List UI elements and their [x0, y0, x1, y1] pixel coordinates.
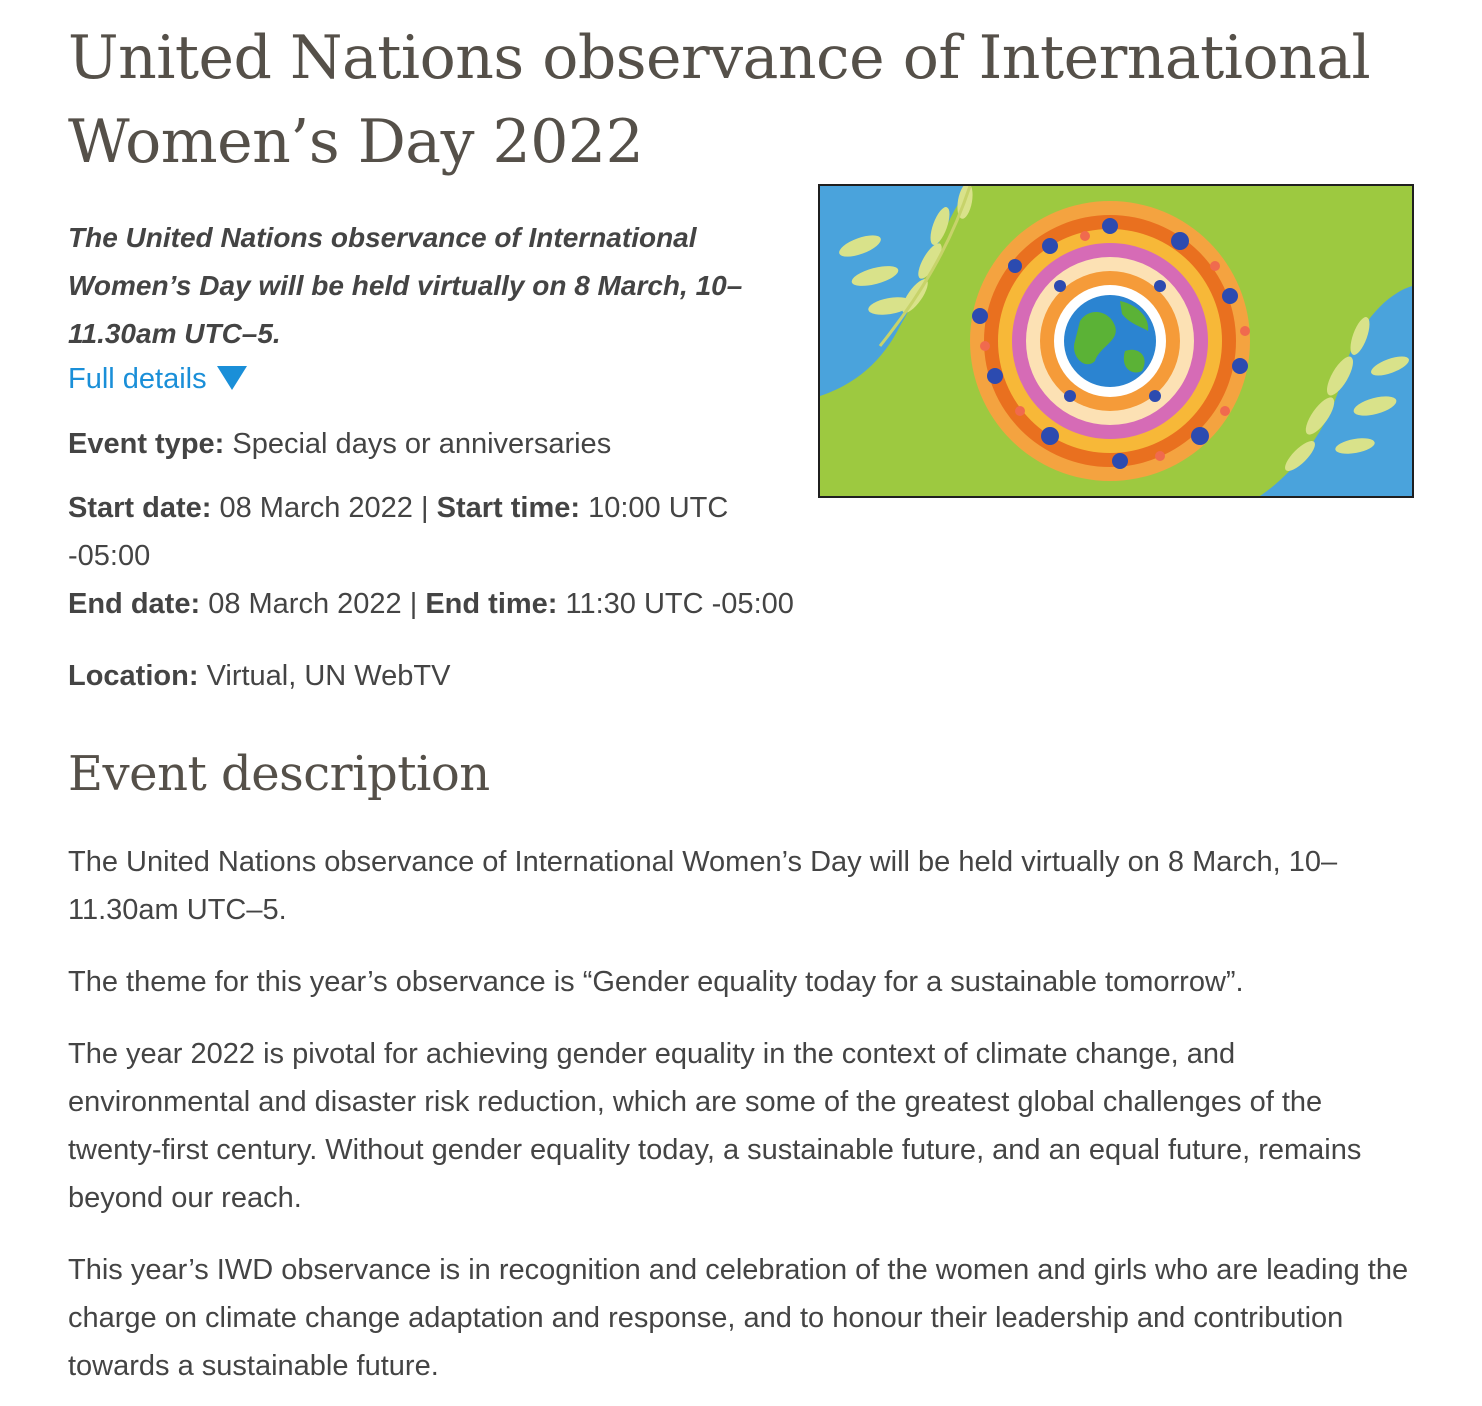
end-date-label: End date: [68, 588, 201, 620]
event-type [68, 420, 611, 468]
page-title: United Nations observance of International Women’s Day 2022 [68, 23, 1371, 177]
event-location [68, 652, 450, 700]
separator: | [409, 588, 418, 620]
location-value: Virtual, UN WebTV [206, 660, 451, 692]
start-time-label: Start time: [436, 492, 581, 524]
end-date-value: 08 March 2022 [208, 588, 402, 620]
full-details-label: Full details [68, 363, 207, 395]
description-paragraph: The United Nations observance of International Women’s Day will be held virtually on 8 March, 10–11.30am UTC–5. [68, 846, 1338, 926]
separator: | [421, 492, 429, 524]
end-time-value: 11:30 UTC -05:00 [565, 588, 794, 620]
description-paragraph: This year’s IWD observance is in recognition and celebration of the women and girls who are leading the charge on climate change adaptation and response, and to honour their leadership and contribution towards a sustainable future. [68, 1254, 1409, 1382]
event-page [68, 0, 1418, 1382]
iwd-illustration [818, 184, 1414, 498]
end-time-label: End time: [425, 588, 558, 620]
full-details-toggle[interactable] [68, 359, 247, 399]
event-type-value: Special days or anniversaries [232, 428, 612, 460]
location-label: Location: [68, 660, 199, 692]
description-paragraph: The year 2022 is pivotal for achieving gender equality in the context of climate change, and environmental and disaster risk reduction, which are some of the greatest global challenges of the twenty-first century. Without gender equality today, a sustainable future, and an equal future, remains beyond our reach. [68, 1038, 1362, 1214]
start-date-value: 08 March 2022 [219, 492, 413, 524]
event-summary: The United Nations observance of International Women’s Day will be held virtually on 8 March, 10–11.30am UTC–5. [68, 222, 743, 349]
end-date-time [68, 580, 794, 628]
start-date-label: Start date: [68, 492, 212, 524]
event-type-label: Event type: [68, 428, 225, 460]
event-overview [68, 184, 1418, 694]
description-paragraph: The theme for this year’s observance is “Gender equality today for a sustainable tomorrow”. [68, 966, 1244, 998]
event-description-heading: Event description [68, 746, 490, 802]
start-date-time [68, 484, 808, 580]
start-time-value: 10:00 UTC -05:00 [68, 492, 729, 572]
triangle-down-icon [217, 366, 247, 390]
